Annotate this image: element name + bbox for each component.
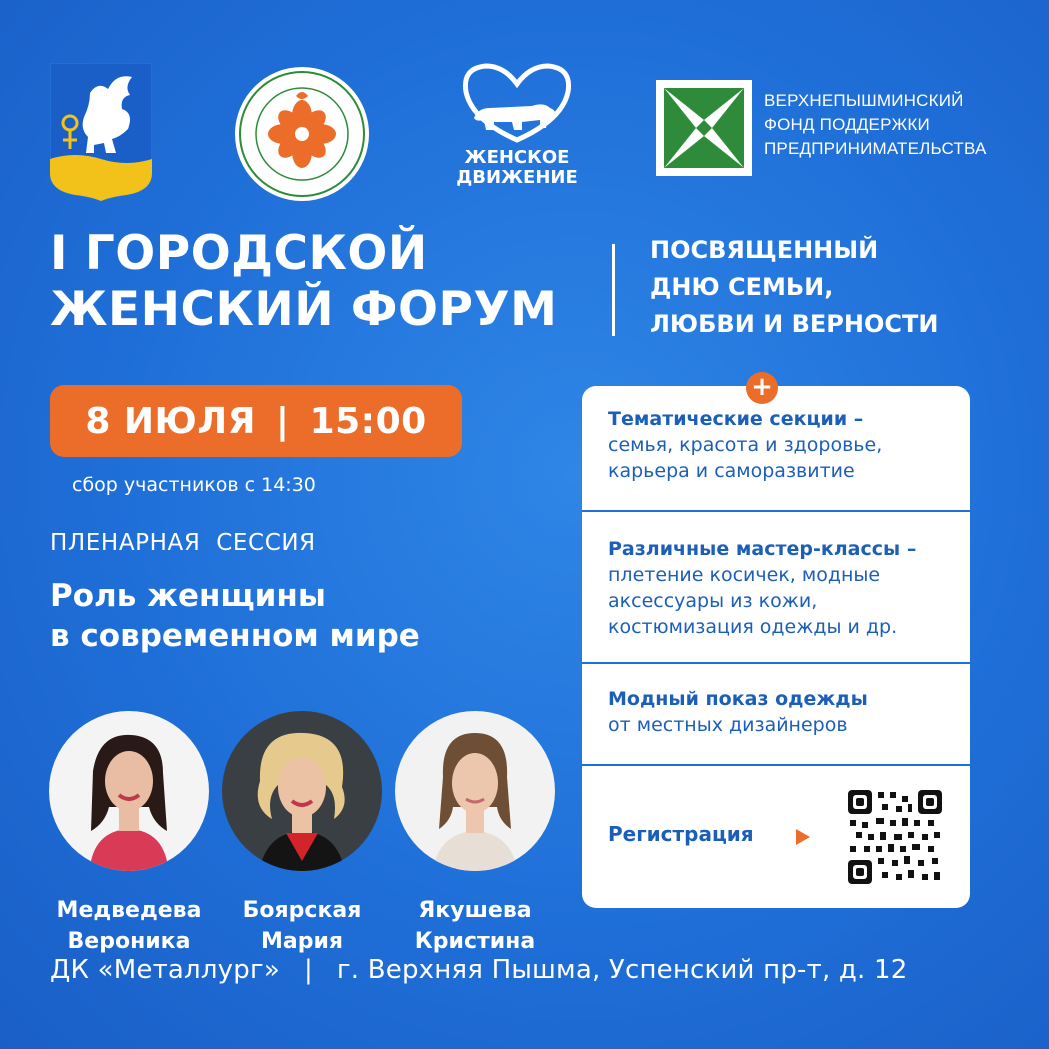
session-title-line-2: в современном мире <box>50 618 420 654</box>
speaker-1-first: Медведева <box>56 898 202 923</box>
section-3-heading: Модный показ одежды <box>608 688 868 710</box>
avatar <box>395 711 555 871</box>
zhenskoe-dvizhenie-logo <box>452 62 582 192</box>
section-2-dash: – <box>900 538 917 560</box>
date-time-badge <box>50 385 462 457</box>
forum-subtitle <box>650 232 938 343</box>
subtitle-line-1: ПОСВЯЩЕННЫЙ <box>650 236 879 264</box>
program-section-3 <box>582 686 970 738</box>
nasha-verkhnyaya-pyshma-fund-logo <box>234 66 370 202</box>
speaker-1 <box>49 711 209 957</box>
subtitle-line-2: ДНЮ СЕМЬИ, <box>650 273 834 301</box>
section-1-line-1: семья, красота и здоровье, <box>608 434 883 456</box>
title-divider <box>612 244 615 336</box>
footer-separator: | <box>303 955 313 985</box>
program-card <box>582 386 970 908</box>
venue-name: ДК «Металлург» <box>50 955 280 985</box>
avatar <box>222 711 382 871</box>
bear-heart-icon <box>452 62 582 146</box>
program-section-2 <box>582 536 970 640</box>
forum-title <box>50 226 557 338</box>
section-1-dash: – <box>847 408 864 430</box>
vf-line-1: ВЕРХНЕПЫШМИНСКИЙ <box>764 91 964 110</box>
speaker-2-second: Мария <box>260 929 344 954</box>
avatar <box>49 711 209 871</box>
vf-line-3: ПРЕДПРИНИМАТЕЛЬСТВА <box>764 139 987 158</box>
date-separator: | <box>275 400 290 442</box>
event-date: 8 ИЮЛЯ <box>85 400 256 442</box>
session-title-line-1: Роль женщины <box>50 578 326 614</box>
title-line-1: I ГОРОДСКОЙ <box>50 226 428 281</box>
speaker-3 <box>395 711 555 957</box>
session-title <box>50 576 420 656</box>
venue-address-text: г. Верхняя Пышма, Успенский пр-т, д. 12 <box>336 955 908 985</box>
section-2-line-1: плетение косичек, модные <box>608 564 881 586</box>
registration-qr-code[interactable] <box>848 790 942 884</box>
speaker-2 <box>222 711 382 957</box>
speaker-3-first: Якушева <box>418 898 532 923</box>
card-divider <box>582 662 970 664</box>
venue-address <box>50 955 907 985</box>
section-3-line-1: от местных дизайнеров <box>608 714 848 736</box>
speaker-2-first: Боярская <box>242 898 362 923</box>
section-1-line-2: карьера и саморазвитие <box>608 460 855 482</box>
section-1-heading: Тематические секции <box>608 408 848 430</box>
title-line-2: ЖЕНСКИЙ ФОРУМ <box>50 282 558 337</box>
registration-link[interactable]: Регистрация <box>608 822 754 846</box>
coat-of-arms-logo <box>50 63 152 201</box>
session-label: ПЛЕНАРНАЯ СЕССИЯ <box>50 530 316 556</box>
section-2-line-3: костюмизация одежды и др. <box>608 616 898 638</box>
program-section-1 <box>582 406 970 484</box>
speaker-1-second: Вероника <box>67 929 191 954</box>
card-divider <box>582 764 970 766</box>
play-arrow-icon <box>796 829 810 845</box>
subtitle-line-3: ЛЮБВИ И ВЕРНОСТИ <box>650 310 939 338</box>
gathering-time: сбор участников с 14:30 <box>72 474 316 496</box>
section-2-heading: Различные мастер-классы <box>608 538 901 560</box>
vfpp-logo-mark <box>656 80 752 176</box>
section-2-line-2: аксессуары из кожи, <box>608 590 818 612</box>
card-divider <box>582 510 970 512</box>
vfpp-logo-text <box>764 89 1004 161</box>
speaker-3-second: Кристина <box>414 929 536 954</box>
zd-line-2: ДВИЖЕНИЕ <box>456 167 578 188</box>
plus-icon: + <box>746 372 778 404</box>
vf-line-2: ФОНД ПОДДЕРЖКИ <box>764 115 930 134</box>
event-time: 15:00 <box>309 400 427 442</box>
zd-line-1: ЖЕНСКОЕ <box>464 147 570 168</box>
